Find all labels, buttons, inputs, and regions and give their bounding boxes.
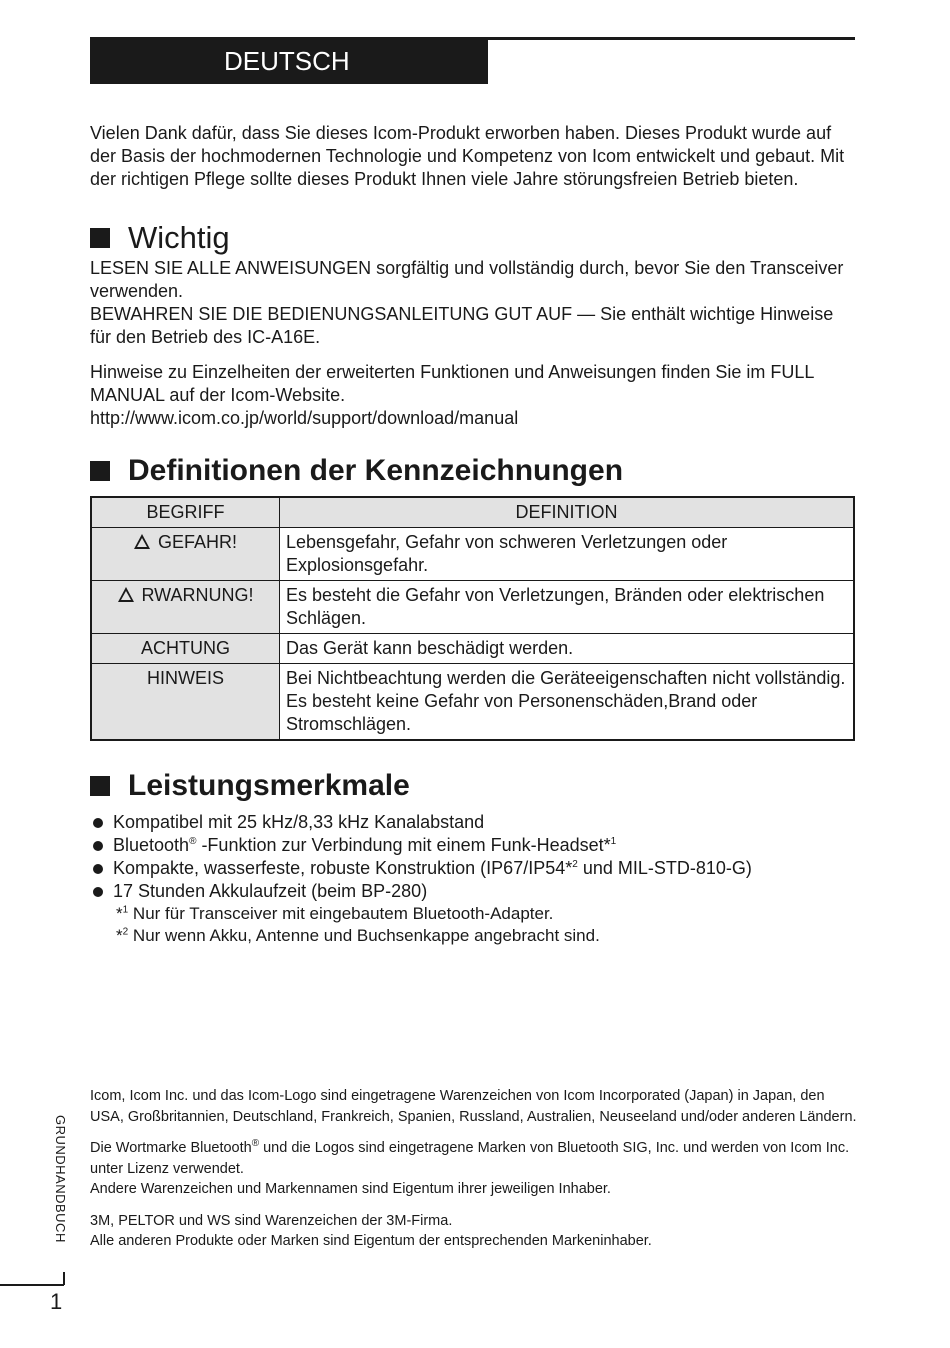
term-label: ACHTUNG	[141, 638, 230, 658]
footnote-ref: 2	[572, 859, 578, 870]
term-cell	[91, 581, 280, 634]
list-item	[90, 857, 855, 880]
footnote	[90, 903, 855, 925]
list-item	[90, 834, 855, 857]
section-heading-wichtig	[90, 219, 855, 257]
term-cell	[91, 664, 280, 741]
column-header-term: BEGRIFF	[91, 497, 280, 528]
table-row	[91, 581, 854, 634]
definitions-table	[90, 496, 855, 741]
table-row	[91, 664, 854, 741]
square-bullet-icon	[90, 776, 110, 796]
term-label: HINWEIS	[146, 668, 224, 688]
term-label: RWARNUNG!	[141, 585, 254, 605]
section-title: Definitionen der Kennzeichnungen	[128, 454, 624, 487]
feature-text: Bluetooth	[113, 835, 190, 855]
section-title: Leistungsmerkmale	[128, 769, 410, 802]
list-item	[90, 880, 855, 903]
feature-text: und MIL-STD-810-G)	[577, 858, 752, 878]
manual-url: http://www.icom.co.jp/world/support/download/manual	[90, 408, 519, 428]
trademark-text: Alle anderen Produkte oder Marken sind Eigentum der entsprechenden Markeninhaber.	[90, 1233, 652, 1249]
trademark-paragraph: Icom, Icom Inc. und das Icom-Logo sind eingetragene Warenzeichen von Icom Incorporated (Japan) in Japan, den USA, Großbritannien, Deutschland, Frankreich, Spanien, Russland, Australien, Neuseeland und/oder anderen Ländern.	[90, 1088, 857, 1125]
page-number-tick	[63, 1272, 65, 1285]
registered-mark: ®	[189, 836, 197, 847]
trademark-text: und die Logos sind eingetragene Marken von Bluetooth SIG, Inc. und werden von Icom Inc. unter Lizenz verwendet.	[90, 1140, 850, 1177]
table-row	[91, 634, 854, 664]
section-title: Wichtig	[128, 220, 230, 255]
section-heading-features	[90, 767, 855, 805]
definition-cell: Lebensgefahr, Gefahr von schweren Verletzungen oder Explosionsgefahr.	[280, 528, 855, 581]
term-cell	[91, 634, 280, 664]
language-banner	[90, 38, 488, 84]
trademark-text: Andere Warenzeichen und Markennamen sind Eigentum ihrer jeweiligen Inhaber.	[90, 1181, 611, 1197]
page-number-rule	[0, 1284, 64, 1286]
footnote-number: 2	[122, 926, 129, 938]
definition-cell: Das Gerät kann beschädigt werden.	[280, 634, 855, 664]
wichtig-paragraph-1a: LESEN SIE ALLE ANWEISUNGEN sorgfältig und vollständig durch, bevor Sie den Transceiver verwenden.	[90, 258, 844, 301]
section-heading-definitions	[90, 452, 855, 490]
term-label: GEFAHR!	[157, 532, 237, 552]
features-list	[90, 811, 855, 903]
footnote-text: Nur für Transceiver mit eingebautem Bluetooth-Adapter.	[128, 904, 554, 923]
feature-text: Kompatibel mit 25 kHz/8,33 kHz Kanalabstand	[113, 812, 485, 832]
wichtig-paragraph-2: Hinweise zu Einzelheiten der erweiterten Funktionen und Anweisungen finden Sie im FULL MANUAL auf der Icom-Website.	[90, 362, 814, 405]
term-cell	[91, 528, 280, 581]
trademark-text: Die Wortmarke Bluetooth	[90, 1140, 252, 1156]
warning-triangle-icon	[118, 587, 134, 602]
trademark-paragraph	[90, 1138, 860, 1200]
square-bullet-icon	[90, 228, 110, 248]
definition-cell: Es besteht die Gefahr von Verletzungen, Bränden oder elektrischen Schlägen.	[280, 581, 855, 634]
registered-mark: ®	[251, 1138, 260, 1150]
side-section-label: GRUNDHANDBUCH	[53, 1115, 68, 1243]
footnote-text: Nur wenn Akku, Antenne und Buchsenkappe angebracht sind.	[128, 926, 600, 945]
feature-text: 17 Stunden Akkulaufzeit (beim BP-280)	[113, 881, 428, 901]
wichtig-paragraph-1b: BEWAHREN SIE DIE BEDIENUNGSANLEITUNG GUT AUF — Sie enthält wichtige Hinweise für den Betrieb des IC-A16E.	[90, 304, 834, 347]
trademark-footer	[90, 1086, 860, 1263]
feature-text: Kompakte, wasserfeste, robuste Konstruktion (IP67/IP54*	[113, 858, 573, 878]
square-bullet-icon	[90, 461, 110, 481]
feature-text: -Funktion zur Verbindung mit einem Funk-Headset*	[196, 835, 611, 855]
footnote-mark: *	[116, 904, 123, 923]
table-header-row	[91, 497, 854, 528]
footnote-number: 1	[122, 904, 129, 916]
footnote	[90, 925, 855, 947]
intro-paragraph: Vielen Dank dafür, dass Sie dieses Icom-Produkt erworben haben. Dieses Produkt wurde auf der Basis der hochmodernen Technologie und Kompetenz von Icom entwickelt und gebaut. Mit der richtigen Pflege sollte dieses Produkt Ihnen viele Jahre störungsfreien Betrieb bieten.	[90, 123, 845, 189]
trademark-paragraph	[90, 1211, 860, 1252]
table-row	[91, 528, 854, 581]
column-header-definition: DEFINITION	[280, 497, 855, 528]
footnote-ref: 1	[610, 836, 617, 847]
main-content	[90, 122, 855, 947]
list-item	[90, 811, 855, 834]
trademark-text: 3M, PELTOR und WS sind Warenzeichen der 3M-Firma.	[90, 1212, 453, 1229]
definition-cell: Bei Nichtbeachtung werden die Geräteeigenschaften nicht vollständig. Es besteht keine Gefahr von Personenschäden,Brand oder Stromschlägen.	[280, 664, 855, 741]
page-number: 1	[50, 1289, 63, 1314]
language-label: DEUTSCH	[224, 45, 350, 76]
footnote-mark: *	[116, 926, 123, 945]
warning-triangle-icon	[134, 534, 150, 549]
